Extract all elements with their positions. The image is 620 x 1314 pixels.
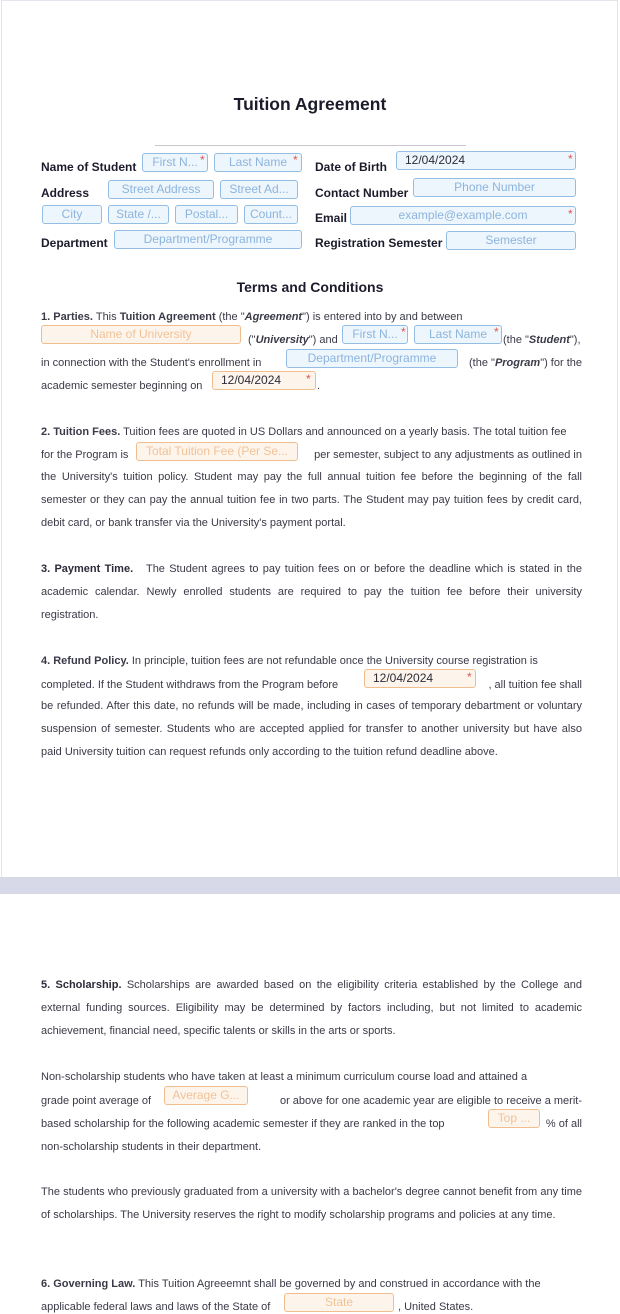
required-mark: *	[200, 153, 205, 167]
required-mark: *	[401, 325, 406, 339]
section-1-last-name-field[interactable]: Last Name	[414, 325, 502, 344]
top-percent-field[interactable]: Top ...	[488, 1109, 540, 1128]
section-3: 3. Payment Time. The Student agrees to pay tuition fees on or before the deadline which is stated in the academic calendar. Newly enrolled students are required to pay the tuition fee before their university registration.	[41, 563, 583, 621]
title-divider	[155, 145, 466, 146]
section-1-line-2b: (the "Student"),	[503, 334, 581, 346]
section-6-line-1: 6. Governing Law. This Tuition Agreeemnt shall be governed by and construed in accordance with the	[41, 1278, 541, 1290]
registration-semester-label: Registration Semester	[315, 236, 443, 250]
student-last-name-field[interactable]: Last Name	[214, 153, 302, 172]
department-label: Department	[41, 236, 108, 250]
date-of-birth-field[interactable]: 12/04/2024	[396, 151, 576, 170]
date-of-birth-label: Date of Birth	[315, 160, 387, 174]
country-field[interactable]: Count...	[244, 205, 298, 224]
section-2-line-1: 2. Tuition Fees. Tuition fees are quoted in US Dollars and announced on a yearly basis. The total tuition fee	[41, 426, 567, 438]
refund-deadline-date-field[interactable]: 12/04/2024	[364, 669, 476, 688]
email-field[interactable]: example@example.com	[350, 206, 576, 225]
street-address-field[interactable]: Street Address	[108, 180, 214, 199]
terms-heading: Terms and Conditions	[236, 279, 384, 295]
semester-field[interactable]: Semester	[446, 231, 576, 250]
document-title: Tuition Agreement	[233, 94, 387, 114]
section-2-line-2b: per semester, subject to any adjustments as outlined in	[314, 449, 582, 461]
total-tuition-fee-field[interactable]: Total Tuition Fee (Per Se...	[136, 442, 298, 461]
city-field[interactable]: City	[42, 205, 102, 224]
section-5-p2-line-1: Non-scholarship students who have taken at least a minimum curriculum course load and attained a	[41, 1071, 528, 1083]
semester-start-date-field[interactable]: 12/04/2024	[212, 371, 316, 390]
phone-number-field[interactable]: Phone Number	[413, 178, 576, 197]
section-5-p2-line-2a: grade point average of	[41, 1095, 152, 1107]
section-2-rest: the University's tuition policy. Student may pay the full annual tuition fee before the beginning of the fall semester or they can pay the annual tuition fee in two parts. The Student may pay tuition fees by credit card, debit card, or bank transfer via the University's payment portal.	[41, 471, 582, 529]
section-1-first-name-field[interactable]: First N...	[342, 325, 408, 344]
state-field[interactable]: State /...	[108, 205, 169, 224]
governing-state-field[interactable]: State	[284, 1293, 394, 1312]
section-1-number: 1. Parties.	[41, 311, 93, 323]
department-field[interactable]: Department/Programme	[114, 230, 302, 249]
section-1-line-3b: (the "Program") for the	[469, 357, 582, 369]
section-2-line-2a: for the Program is	[41, 449, 129, 461]
required-mark: *	[306, 372, 311, 386]
student-first-name-field[interactable]: First N...	[142, 153, 208, 172]
required-mark: *	[293, 153, 298, 167]
section-4-line-2a: completed. If the Student withdraws from the Program before	[41, 679, 339, 691]
section-1-line-1: 1. Parties. This Tuition Agreement (the "Agreement") is entered into by and between	[41, 311, 463, 323]
gpa-field[interactable]: Average G...	[164, 1086, 248, 1105]
section-5-p2-line-3a: based scholarship for the following academic semester if they are ranked in the top	[41, 1118, 445, 1130]
section-1-line-2a: ("University") and	[248, 334, 338, 346]
contact-number-label: Contact Number	[315, 186, 409, 200]
required-mark: *	[568, 152, 573, 166]
page-separator	[0, 877, 620, 894]
address-label: Address	[41, 186, 90, 200]
section-5-p2-line-4: non-scholarship students in their department.	[41, 1141, 262, 1153]
required-mark: *	[568, 207, 573, 221]
section-4-line-2b: , all tuition fee shall	[488, 679, 582, 691]
name-of-student-label: Name of Student	[41, 160, 137, 174]
street-address-2-field[interactable]: Street Ad...	[220, 180, 298, 199]
section-5-p3: The students who previously graduated from a university with a bachelor's degree cannot benefit from any time of scholarships. The University reserves the right to modify scholarship programs and policies at any time.	[41, 1186, 582, 1221]
email-label: Email	[315, 211, 348, 225]
section-4-rest: be refunded. After this date, no refunds will be made, including in cases of temporary debartment or voluntary suspension of semester. Students who are accepted applied for transfer to another university but have also paid University tuition can request refunds only according to the tuition refund deadline above.	[41, 700, 582, 758]
section-5-p2-line-3b: % of all	[545, 1118, 582, 1130]
section-5-p2-line-2b: or above for one academic year are eligible to receive a merit-	[279, 1095, 582, 1107]
section-1-program-field[interactable]: Department/Programme	[286, 349, 458, 368]
university-name-field[interactable]: Name of University	[41, 325, 241, 344]
section-6-line-2b: , United States.	[398, 1301, 474, 1313]
required-mark: *	[494, 325, 499, 339]
required-mark: *	[467, 670, 472, 684]
section-6-line-2a: applicable federal laws and laws of the State of	[41, 1301, 271, 1313]
postal-code-field[interactable]: Postal...	[175, 205, 238, 224]
section-4-line-1: 4. Refund Policy. In principle, tuition fees are not refundable once the University course registration is	[41, 655, 538, 667]
section-1-line-3a: in connection with the Student's enrollment in	[41, 357, 262, 369]
section-1-line-4: academic semester beginning on	[41, 380, 203, 392]
section-5: 5. Scholarship. Scholarships are awarded based on the eligibility criteria established by the College and external funding sources. Eligibility may be determined by factors including, but not limited to academic achievement, financial need, specific talents or skills in the arts or sports.	[41, 979, 582, 1037]
